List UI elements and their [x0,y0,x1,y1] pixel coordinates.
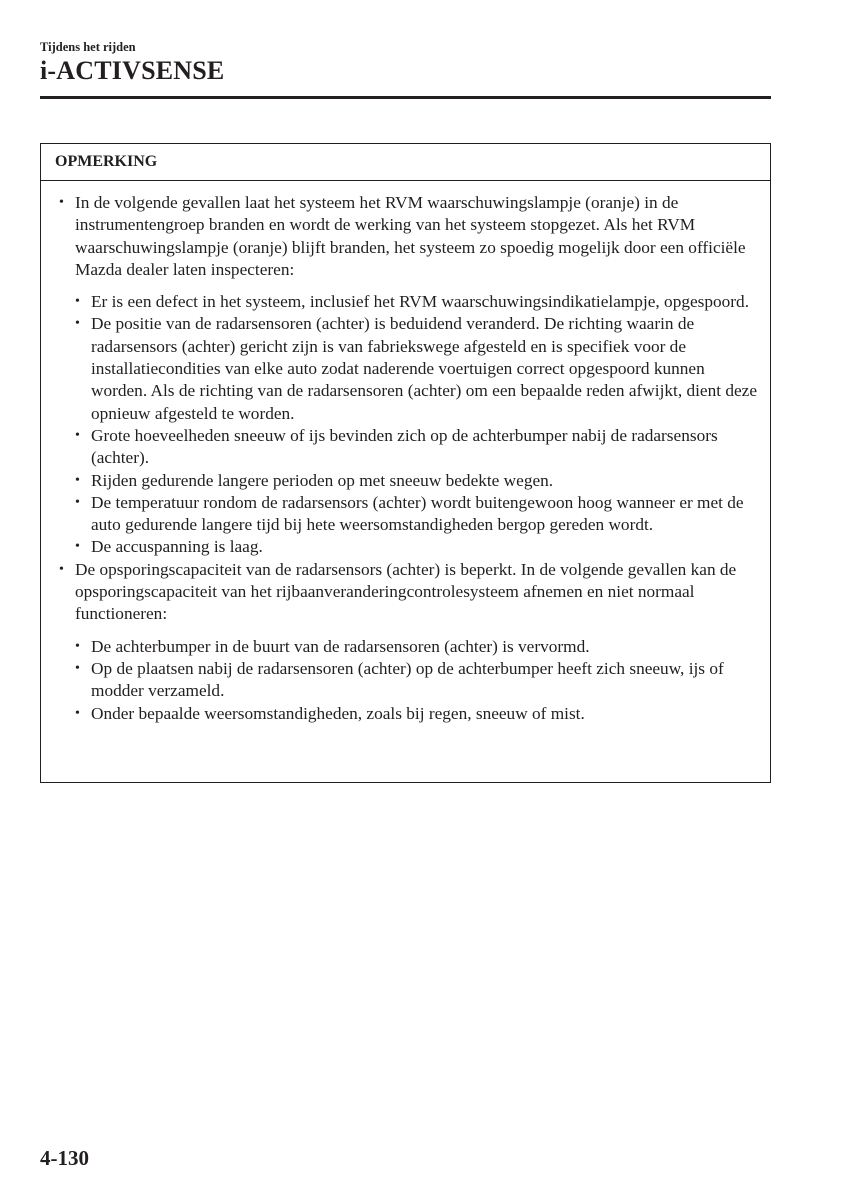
note-subitem [41,636,762,658]
note-subitem-text: Op de plaatsen nabij de radarsensoren (achter) op de achterbumper heeft zich sneeuw, ijs of modder verzameld. [91,658,724,701]
note-subitem [41,492,762,537]
note-subitem-text: De positie van de radarsensoren (achter) is beduidend veranderd. De richting waarin de radarsensors (achter) gericht zijn is van fabriekswege afgesteld en is specifiek voor de installatiecondities van elke auto zodat naderende voertuigen correct opgespoord kunnen worden. Als de richting van de radarsensoren (achter) om een bepaalde reden afwijkt, dient deze opnieuw afgesteld te worden. [91,314,758,423]
note-subitem [41,291,762,313]
bullet-dot-icon: • [75,294,80,310]
bullet-dot-icon: • [75,638,80,654]
note-item-text: De opsporingscapaciteit van de radarsensors (achter) is beperkt. In de volgende gevallen kan de opsporingscapaciteit van het rijbaanveranderingcontrolesysteem afnemen en niet normaal functioneren: [75,559,737,624]
note-subitem-text: Onder bepaalde weersomstandigheden, zoals bij regen, sneeuw of mist. [91,703,585,723]
note-item [41,559,770,725]
note-subitem [41,470,762,492]
note-subitem [41,658,762,703]
note-box [40,143,771,783]
note-list [41,192,770,725]
bullet-dot-icon: • [75,539,80,555]
note-heading: OPMERKING [41,144,770,181]
note-subitem [41,703,762,725]
bullet-dot-icon: • [75,705,80,721]
note-sublist [75,636,762,725]
note-subitem-text: De achterbumper in de buurt van de radarsensoren (achter) is vervormd. [91,636,590,656]
note-subitem-text: De temperatuur rondom de radarsensors (achter) wordt buitengewoon hoog wanneer er met de auto gedurende langere tijd bij hete weersomstandigheden bergop gereden wordt. [91,492,744,535]
bullet-dot-icon: • [59,195,64,210]
note-subitem-text: Er is een defect in het systeem, inclusief het RVM waarschuwingsindikatielampje, opgespoord. [91,292,750,312]
title-rule [40,96,771,99]
chapter-title: i-ACTIVSENSE [40,56,225,85]
note-subitem [41,313,762,424]
note-item [41,192,770,559]
bullet-dot-icon: • [75,427,80,443]
section-label: Tijdens het rijden [40,40,136,54]
page-number: 4-130 [40,1146,89,1170]
note-body [41,181,770,725]
note-subitem-text: Grote hoeveelheden sneeuw of ijs bevinden zich op de achterbumper nabij de radarsensors (achter). [91,425,718,468]
note-subitem-text: Rijden gedurende langere perioden op met sneeuw bedekte wegen. [91,470,554,490]
note-subitem [41,536,762,558]
bullet-dot-icon: • [75,472,80,488]
note-sublist [75,291,762,559]
note-subitem [41,425,762,470]
note-item-text: In de volgende gevallen laat het systeem het RVM waarschuwingslampje (oranje) in de instrumentengroep branden en wordt de werking van het systeem stopgezet. Als het RVM waarschuwingslampje (oranje) blijft branden, het systeem zo spoedig mogelijk door een officiële Mazda dealer laten inspecteren: [75,193,746,279]
bullet-dot-icon: • [75,494,80,510]
bullet-dot-icon: • [59,561,64,577]
bullet-dot-icon: • [75,316,80,332]
bullet-dot-icon: • [75,660,80,676]
note-subitem-text: De accuspanning is laag. [91,537,263,557]
